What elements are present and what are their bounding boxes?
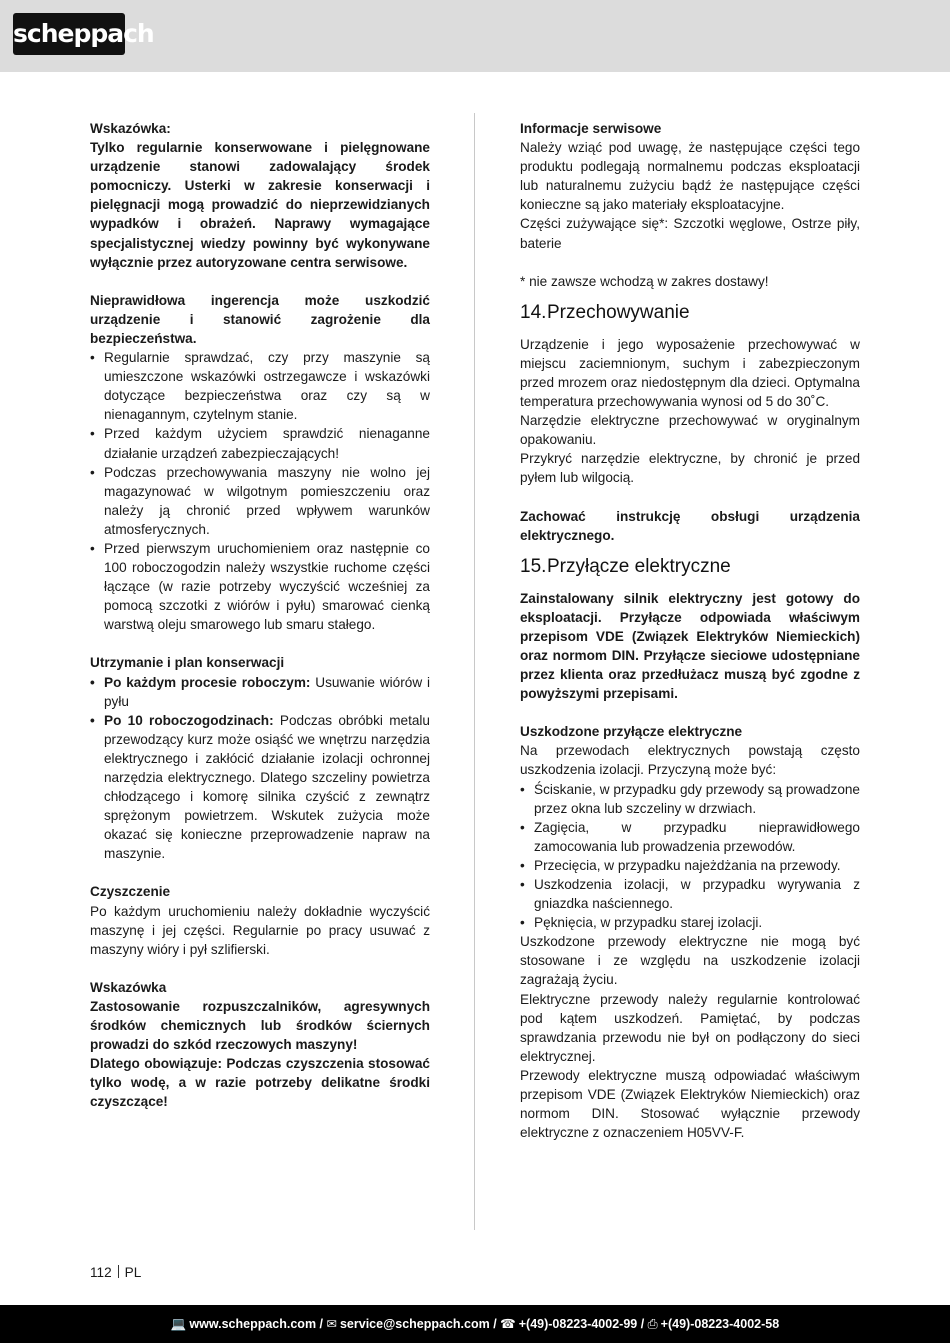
list-item	[90, 711, 430, 864]
scheppach-logo: scheppach	[13, 13, 125, 55]
page-number-value: 112	[90, 1265, 112, 1280]
page-language: PL	[124, 1265, 142, 1280]
damaged-paragraph: Przewody elektryczne muszą odpowiadać właściwym przepisom VDE (Związek Elektryków Niemieckich) oraz normom DIN. Stosować wyłącznie przewody elektryczne z oznaczeniem H05VV-F.	[520, 1067, 860, 1141]
footer-phone: +(49)-08223-4002-99	[518, 1317, 638, 1331]
right-column	[520, 119, 860, 1142]
note2-paragraph: Zastosowanie rozpuszczalników, agresywnych środków chemicznych lub środków ściernych prowadzi do szkód rzeczowych maszyny!	[90, 998, 430, 1053]
service-footnote: * nie zawsze wchodzą w zakres dostawy!	[520, 273, 769, 289]
warning-heading: Nieprawidłowa ingerencja może uszkodzić urządzenie i stanowić zagrożenie dla bezpieczeństwa.	[90, 292, 430, 346]
plan-list	[90, 673, 430, 864]
section-title-15	[520, 555, 860, 579]
list-item: • Przed pierwszym uruchomieniem oraz następnie co 100 roboczogodzin należy wszystkie ruchome części łączące (w razie potrzeby wyczyścić wcześniej za pomocą szczotki z wiórów i pyłu) smarować cienką warstwą oleju smarowego lub smaru stałego.	[90, 539, 430, 634]
plan-item-text: Podczas obróbki metalu przewodzący kurz może osiąść we wnętrzu narzędzia elektrycznego i zakłócić działanie izolacji ochronnej narzędzia elektrycznego. Dlatego szczeliny powietrza chłodzącego i komorę silnika czyścić z zewnątrz sprężonym powietrzem. Wskutek zużycia może okazać się konieczne przeprowadzenie napraw na maszynie.	[104, 712, 430, 862]
list-item: • Podczas przechowywania maszyny nie wolno jej magazynować w wilgotnym pomieszczeniu oraz należy ją chronić przed wpływem warunków atmosferycznych.	[90, 463, 430, 539]
section-number: 14.	[520, 301, 547, 323]
warning-list	[90, 348, 430, 634]
footer-contact-bar: 💻 www.scheppach.com / ✉ service@scheppach.com / ☎ +(49)-08223-4002-99 / ⎙ +(49)-08223-4002-58	[0, 1305, 950, 1343]
list-item: • Przecięcia, w przypadku najeżdżania na przewody.	[520, 856, 860, 875]
left-column	[90, 119, 430, 1112]
note2-paragraph: Dlatego obowiązuje: Podczas czyszczenia stosować tylko wodę, a w razie potrzeby delikatne środki czyszczące!	[90, 1056, 430, 1110]
plan-item-label: Po każdym procesie roboczym:	[104, 674, 311, 690]
header-bar	[0, 0, 950, 72]
service-heading: Informacje serwisowe	[520, 121, 662, 136]
list-item: • Uszkodzenia izolacji, w przypadku wyrywania z gniazdka naściennego.	[520, 875, 860, 913]
mail-icon: ✉	[326, 1317, 337, 1331]
service-parts: Części zużywające się*: Szczotki węglowe, Ostrze piły, baterie	[520, 216, 860, 251]
column-divider	[474, 113, 475, 1230]
damaged-paragraph: Uszkodzone przewody elektryczne nie mogą być stosowane i ze względu na uszkodzenie izolacji zagrażają życiu.	[520, 934, 860, 988]
plan-item-text: Usuwanie wiórów i pyłu	[104, 674, 431, 709]
damaged-paragraph: Elektryczne przewody należy regularnie kontrolować pod kątem uszkodzeń. Pamiętać, by podczas sprawdzania przewodu nie był on podłączony do sieci elektrycznej.	[520, 991, 860, 1064]
computer-icon: 💻	[170, 1317, 187, 1331]
storage-paragraph: Przykryć narzędzie elektryczne, by chronić je przed pyłem lub wilgocią.	[520, 451, 860, 486]
list-item: • Pęknięcia, w przypadku starej izolacji.	[520, 913, 860, 932]
phone-icon: ☎	[500, 1317, 516, 1331]
electrical-bold-note: Zainstalowany silnik elektryczny jest gotowy do eksploatacji. Przyłącze odpowiada właściwym przepisom VDE (Związek Elektryków Niemieckich) oraz normom DIN. Przyłącze sieciowe udostępniane przez klienta oraz przedłużacz muszą być zgodne z powyższymi przepisami.	[520, 590, 860, 702]
note2-heading: Wskazówka	[90, 979, 167, 995]
fax-icon: ⎙	[647, 1317, 658, 1331]
footer-email[interactable]: service@scheppach.com	[339, 1317, 490, 1331]
storage-bold-note: Zachować instrukcję obsługi urządzenia elektrycznego.	[520, 508, 860, 543]
section-title-14	[520, 301, 860, 325]
damaged-heading: Uszkodzone przyłącze elektryczne	[520, 724, 743, 740]
clean-body: Po każdym uruchomieniu należy dokładnie wyczyścić maszynę i jej części. Regularnie po pracy usuwać z maszyny wióry i pył szlifierski.	[90, 903, 430, 957]
list-item: • Przed każdym użyciem sprawdzić nienaganne działanie urządzeń zabezpieczających!	[90, 424, 430, 462]
page-number	[90, 1265, 141, 1280]
note1-heading: Wskazówka:	[90, 121, 171, 136]
note1-body: Tylko regularnie konserwowane i pielęgnowane urządzenie stanowi zadowalający środek pomocniczy. Usterki w zakresie konserwacji i pielęgnacji mogą prowadzić do nieprzewidzianych wypadków i obrażeń. Naprawy wymagające specjalistycznej wiedzy powinny być wykonywane wyłącznie przez autoryzowane centra serwisowe.	[90, 140, 430, 270]
list-item: • Regularnie sprawdzać, czy przy maszynie są umieszczone wskazówki ostrzegawcze i wskazówki dotyczące bezpieczeństwa oraz czy są w nienagannym, czytelnym stanie.	[90, 348, 430, 424]
list-item	[90, 673, 430, 711]
list-item: • Ściskanie, w przypadku gdy przewody są prowadzone przez okna lub szczeliny w drzwiach.	[520, 780, 860, 818]
clean-heading: Czyszczenie	[90, 884, 171, 900]
storage-paragraph: Narzędzie elektryczne przechowywać w oryginalnym opakowaniu.	[520, 413, 860, 448]
plan-heading: Utrzymanie i plan konserwacji	[90, 655, 285, 671]
storage-paragraph: Urządzenie i jego wyposażenie przechowywać w miejscu zaciemnionym, suchym i zabezpieczonym przed mrozem oraz niedostępnym dla dzieci. Optymalna temperatura przechowywania wynosi od 5 do 30˚C.	[520, 336, 860, 410]
list-item: • Zagięcia, w przypadku nieprawidłowego zamocowania lub prowadzenia przewodów.	[520, 818, 860, 856]
section-number: 15.	[520, 555, 547, 577]
section-title-text: Przyłącze elektryczne	[547, 555, 731, 577]
section-title-text: Przechowywanie	[547, 301, 690, 323]
plan-item-label: Po 10 roboczogodzinach:	[104, 712, 274, 728]
footer-fax: +(49)-08223-4002-58	[660, 1317, 780, 1331]
damaged-list	[520, 780, 860, 933]
damaged-intro: Na przewodach elektrycznych powstają często uszkodzenia izolacji. Przyczyną może być:	[520, 743, 860, 778]
service-body: Należy wziąć pod uwagę, że następujące części tego produktu podlegają normalnemu podczas eksploatacji lub naturalnemu zużyciu bądź że następujące części konieczne są jako materiały eksploatacyjne.	[520, 140, 860, 213]
footer-website[interactable]: www.scheppach.com	[189, 1317, 317, 1331]
